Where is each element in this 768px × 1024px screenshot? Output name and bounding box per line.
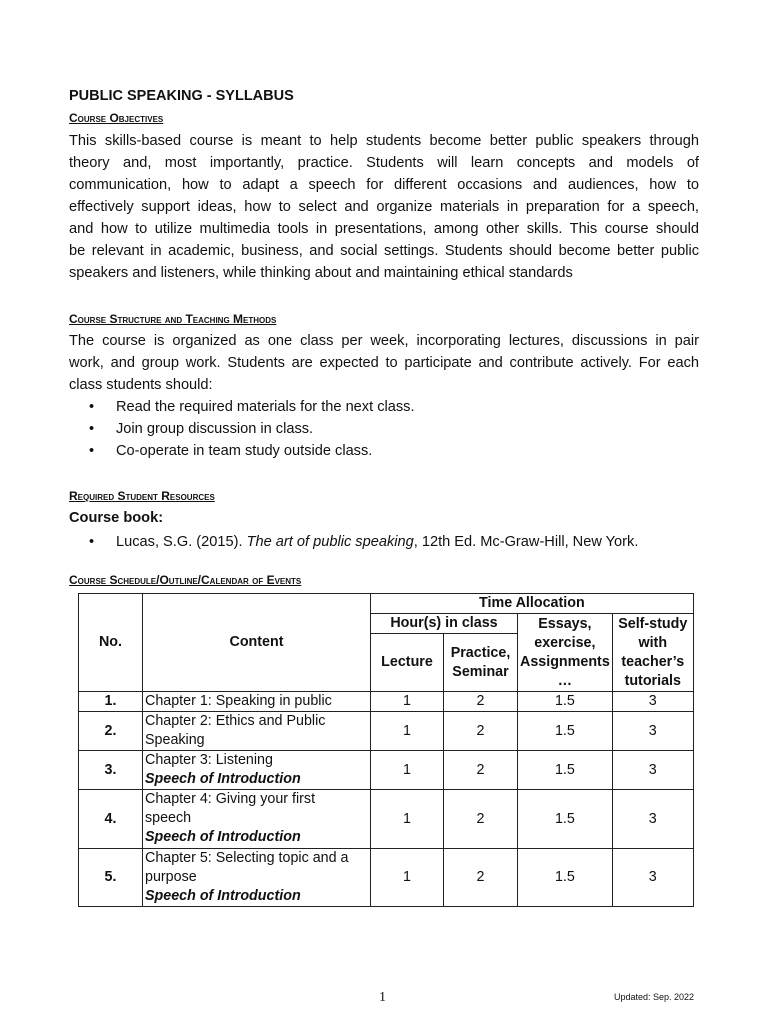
row-self-study: 3 — [612, 790, 693, 849]
bullet-icon: • — [89, 534, 95, 550]
schedule-table — [78, 593, 694, 907]
row-practice: 2 — [444, 790, 518, 849]
row-number: 1. — [79, 692, 143, 712]
row-practice: 2 — [444, 849, 518, 907]
text-line: be relevant in academic, business, and social settings. Students should become better public — [69, 243, 699, 259]
row-practice: 2 — [444, 751, 518, 790]
header-self-study: Self-study with teacher’s tutorials — [612, 614, 693, 692]
row-content — [143, 712, 371, 751]
list-item-text: Co-operate in team study outside class. — [116, 443, 373, 459]
header-essays: Essays, exercise, Assignments … — [518, 614, 613, 692]
structure-paragraph — [69, 330, 699, 396]
table-row — [79, 751, 694, 790]
row-number: 2. — [79, 712, 143, 751]
content-line: Chapter 1: Speaking in public — [145, 693, 332, 709]
row-essays: 1.5 — [518, 692, 613, 712]
text-line: This skills-based course is meant to help students become better public speakers through — [69, 133, 699, 149]
text-line: effectively support ideas, how to select and organize materials in preparation for a speech, — [69, 199, 699, 215]
row-lecture: 1 — [371, 849, 444, 907]
row-number: 4. — [79, 790, 143, 849]
list-item-text: Join group discussion in class. — [116, 421, 314, 437]
activity-label: Speech of Introduction — [145, 888, 301, 904]
content-line: Chapter 5: Selecting topic and a — [145, 850, 349, 866]
row-number: 5. — [79, 849, 143, 907]
row-essays: 1.5 — [518, 751, 613, 790]
row-self-study: 3 — [612, 712, 693, 751]
text-line: The course is organized as one class per week, incorporating lectures, discussions in pair — [69, 333, 699, 349]
heading-course-structure: Course Structure and Teaching Methods — [69, 312, 277, 326]
row-practice: 2 — [444, 712, 518, 751]
row-number: 3. — [79, 751, 143, 790]
row-lecture: 1 — [371, 692, 444, 712]
header-no: No. — [79, 594, 143, 692]
row-content — [143, 692, 371, 712]
list-item-text: Read the required materials for the next class. — [116, 399, 415, 415]
course-book-label: Course book: — [69, 510, 164, 526]
row-essays: 1.5 — [518, 712, 613, 751]
structure-bullet-list — [69, 396, 709, 462]
page-number: 1 — [379, 990, 386, 1005]
text-line: class students should: — [69, 377, 213, 393]
content-line: purpose — [145, 869, 197, 885]
heading-course-objectives: Course Objectives — [69, 111, 164, 125]
row-essays: 1.5 — [518, 849, 613, 907]
list-item — [69, 396, 709, 418]
bullet-icon: • — [89, 443, 95, 459]
text-line: communication, how to adapt a speech for different occasions and audiences, how to — [69, 177, 699, 193]
text-line: and how to utilize multimedia tools in presentations, among other skills. This course should — [69, 221, 699, 237]
text-line: speakers and listeners, while thinking about and maintaining ethical standards — [69, 265, 573, 281]
activity-label: Speech of Introduction — [145, 829, 301, 845]
heading-course-schedule: Course Schedule/Outline/Calendar of Events — [69, 573, 302, 587]
row-content — [143, 751, 371, 790]
book-details: , 12th Ed. Mc-Graw-Hill, New York. — [413, 534, 639, 550]
header-content: Content — [143, 594, 371, 692]
bullet-icon: • — [89, 399, 95, 415]
list-item — [69, 440, 709, 462]
list-item — [69, 418, 709, 440]
table-row — [79, 712, 694, 751]
row-lecture: 1 — [371, 790, 444, 849]
header-time-allocation: Time Allocation — [371, 594, 694, 614]
row-practice: 2 — [444, 692, 518, 712]
heading-required-resources: Required Student Resources — [69, 489, 215, 503]
row-lecture: 1 — [371, 712, 444, 751]
activity-label: Speech of Introduction — [145, 771, 301, 787]
text-line: theory and, most importantly, practice. Students will learn concepts and models of — [69, 155, 699, 171]
row-self-study: 3 — [612, 849, 693, 907]
book-author: Lucas, S.G. (2015). — [116, 534, 247, 550]
book-title: The art of public speaking — [246, 534, 414, 550]
row-essays: 1.5 — [518, 790, 613, 849]
text-line: work, and group work. Students are expected to participate and contribute actively. For each — [69, 355, 699, 371]
row-content — [143, 790, 371, 849]
table-row — [79, 790, 694, 849]
header-lecture: Lecture — [371, 634, 444, 692]
table-row — [79, 849, 694, 907]
content-line: speech — [145, 810, 192, 826]
content-line: Chapter 3: Listening — [145, 752, 273, 768]
content-line: Speaking — [145, 732, 205, 748]
document-title: PUBLIC SPEAKING - SYLLABUS — [69, 88, 294, 104]
list-item — [69, 531, 709, 553]
header-hours-in-class: Hour(s) in class — [371, 614, 518, 634]
row-lecture: 1 — [371, 751, 444, 790]
content-line: Chapter 4: Giving your first — [145, 791, 316, 807]
resources-bullet-list — [69, 531, 709, 553]
updated-date: Updated: Sep. 2022 — [614, 992, 695, 1002]
row-self-study: 3 — [612, 692, 693, 712]
header-practice: Practice, Seminar — [444, 634, 518, 692]
bullet-icon: • — [89, 421, 95, 437]
row-self-study: 3 — [612, 751, 693, 790]
content-line: Chapter 2: Ethics and Public — [145, 713, 326, 729]
table-row — [79, 692, 694, 712]
row-content — [143, 849, 371, 907]
objectives-paragraph — [69, 130, 699, 284]
